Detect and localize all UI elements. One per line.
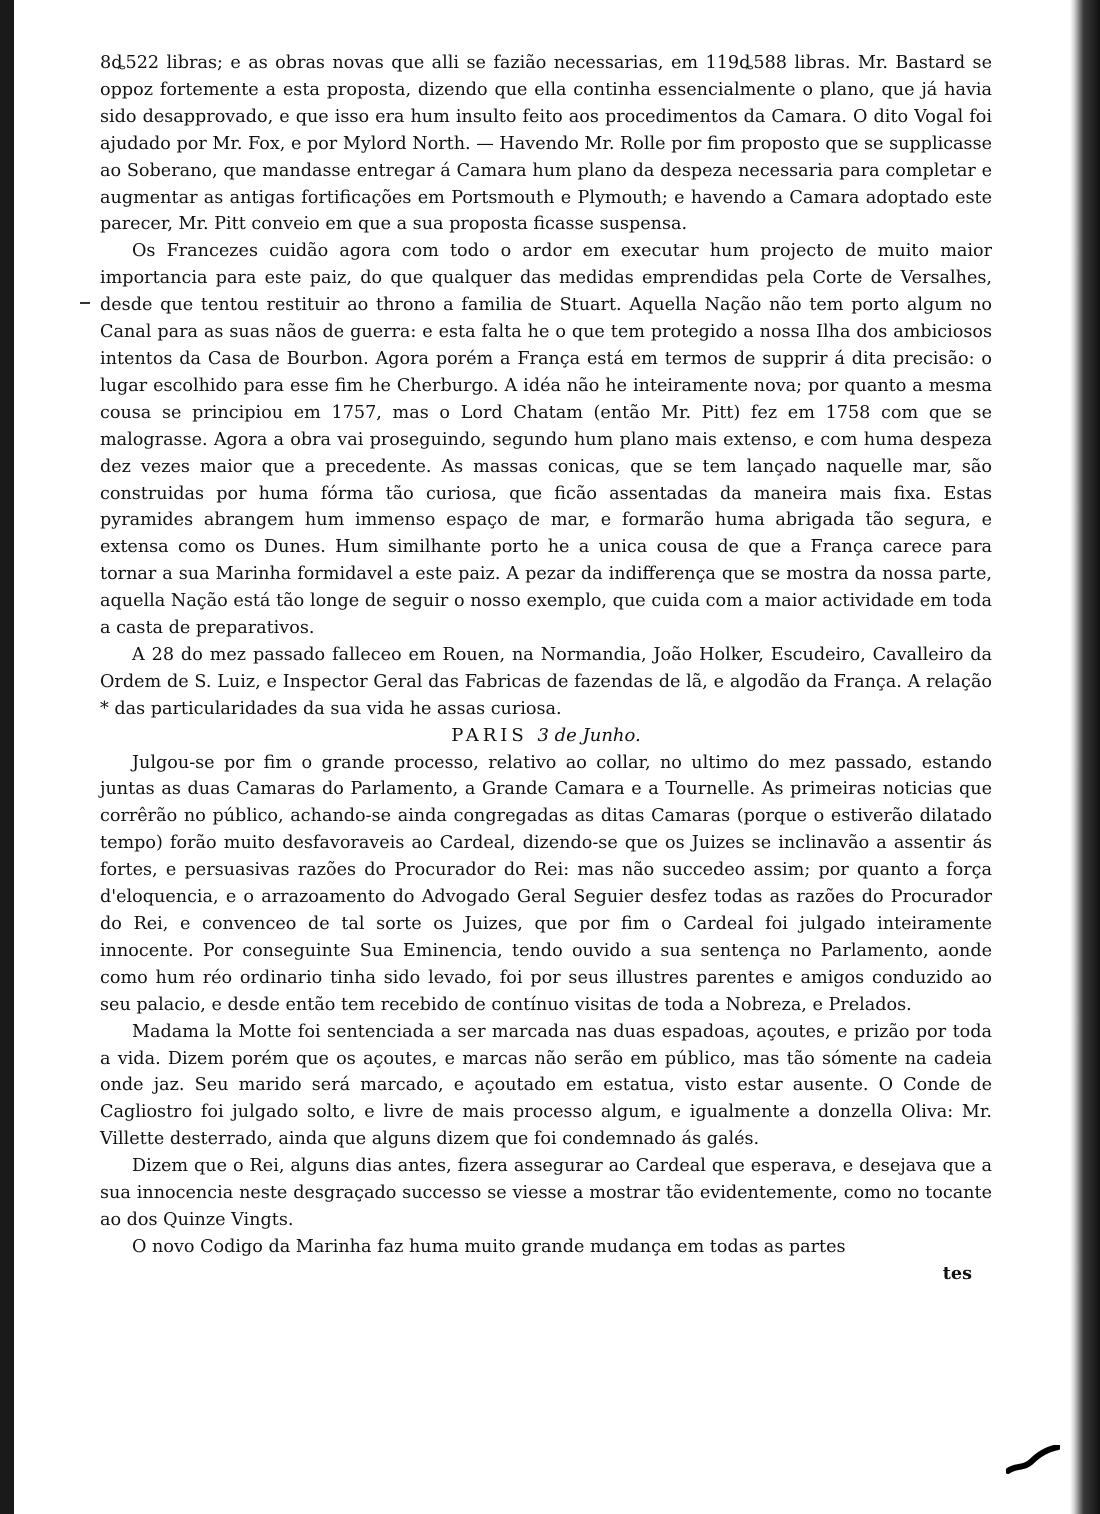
- paragraph-4: Julgou-se por fim o grande processo, relativo ao collar, no ultimo do mez passado, estando juntas as duas Camaras do Parlamento, a Grande Camara e a Tournelle. As primeiras noticias que corrêrão no público, achando-se ainda congregadas as ditas Camaras (porque o estiverão dilatado tempo) forão muito desfavoraveis ao Cardeal, dizendo-se que os Juizes se inclinavão a assentir ás fortes, e persuasivas razões do Procurador do Rei: mas não succedeo assim; por quanto a força d'eloquencia, e o arrazoamento do Advogado Geral Seguier desfez todas as razões do Procurador do Rei, e convenceo de tal sorte os Juizes, que por fim o Cardeal foi julgado inteiramente innocente. Por conseguinte Sua Eminencia, tendo ouvido a sua sentença no Parlamento, aonde como hum réo ordinario tinha sido levado, foi por seus illustres parentes e amigos conduzido ao seu palacio, e desde então tem recebido de contínuo visitas de toda a Nobreza, e Prelados.: [100, 752, 992, 1015]
- ink-stroke-mark: [1006, 1445, 1060, 1475]
- page-body: [100, 50, 992, 1288]
- dateline: [100, 723, 992, 750]
- paragraph-5: Madama la Motte foi sentenciada a ser marcada nas duas espadoas, açoutes, e prizão por toda a vida. Dizem porém que os açoutes, e marcas não serão em público, mas tão sómente na cadeia onde jaz. Seu marido será marcado, e açoutado em estatua, visto estar ausente. O Conde de Cagliostro foi julgado solto, e livre de mais processo algum, e igualmente a donzella Oliva: Mr. Villette desterrado, ainda que alguns dizem que foi condemnado ás galés.: [100, 1021, 992, 1150]
- paragraph-6: Dizem que o Rei, alguns dias antes, fizera assegurar ao Cardeal que esperava, e desejava que a sua innocencia neste desgraçado successo se viesse a mostrar tão evidentemente, como no tocante ao dos Quinze Vingts.: [100, 1156, 992, 1230]
- dateline-city: PARIS: [451, 724, 528, 746]
- scan-right-border: [1070, 0, 1100, 1514]
- catchword: tes: [942, 1262, 972, 1284]
- paragraph-7: O novo Codigo da Marinha faz huma muito grande mudança em todas as partes: [132, 1236, 846, 1257]
- dateline-day: 3 de Junho.: [537, 724, 641, 746]
- margin-mark: [80, 302, 90, 304]
- paragraph-3: A 28 do mez passado falleceo em Rouen, na Normandia, João Holker, Escudeiro, Cavalleiro da Ordem de S. Luiz, e Inspector Geral das Fabricas de fazendas de lã, e algodão da França. A relação * das particularidades da sua vida he assas curiosa.: [100, 644, 992, 719]
- paragraph-1: 8ȡ522 libras; e as obras novas que alli se fazião necessarias, em 119ȡ588 libras. Mr. Bastard se oppoz fortemente a esta proposta, dizendo que ella continha essencialmente o plano, que já havia sido desapprovado, e que isso era hum insulto feito aos procedimentos da Camara. O dito Vogal foi ajudado por Mr. Fox, e por Mylord North. — Havendo Mr. Rolle por fim proposto que se supplicasse ao Soberano, que mandasse entregar á Camara hum plano da despeza necessaria para completar e augmentar as antigas fortificações em Portsmouth e Plymouth; e havendo a Camara adoptado este parecer, Mr. Pitt conveio em que a sua proposta ficasse suspensa.: [100, 53, 993, 235]
- scan-left-border: [0, 0, 14, 1514]
- paragraph-2: Os Francezes cuidão agora com todo o ardor em executar hum projecto de muito maior importancia para este paiz, do que qualquer das medidas emprendidas pela Corte de Versalhes, desde que tentou restituir ao throno a familia de Stuart. Aquella Nação não tem porto algum no Canal para as suas nãos de guerra: e esta falta he o que tem protegido a nossa Ilha dos ambiciosos intentos da Casa de Bourbon. Agora porém a França está em termos de supprir á dita precisão: o lugar escolhido para esse fim he Cherburgo. A idéa não he inteiramente nova; por quanto a mesma cousa se principiou em 1757, mas o Lord Chatam (então Mr. Pitt) fez em 1758 com que se malograsse. Agora a obra vai proseguindo, segundo hum plano mais extenso, e com huma despeza dez vezes maior que a precedente. As massas conicas, que se tem lançado naquelle mar, são construidas por huma fórma tão curiosa, que ficão assentadas da maneira mais fixa. Estas pyramides abrangem hum immenso espaço de mar, e formarão huma abrigada tão segura, e extensa como os Dunes. Hum similhante porto he a unica cousa de que a França carece para tornar a sua Marinha formidavel a este paiz. A pezar da indifferença que se mostra da nossa parte, aquella Nação está tão longe de seguir o nosso exemplo, que cuida com a maior actividade em toda a casta de preparativos.: [100, 241, 992, 639]
